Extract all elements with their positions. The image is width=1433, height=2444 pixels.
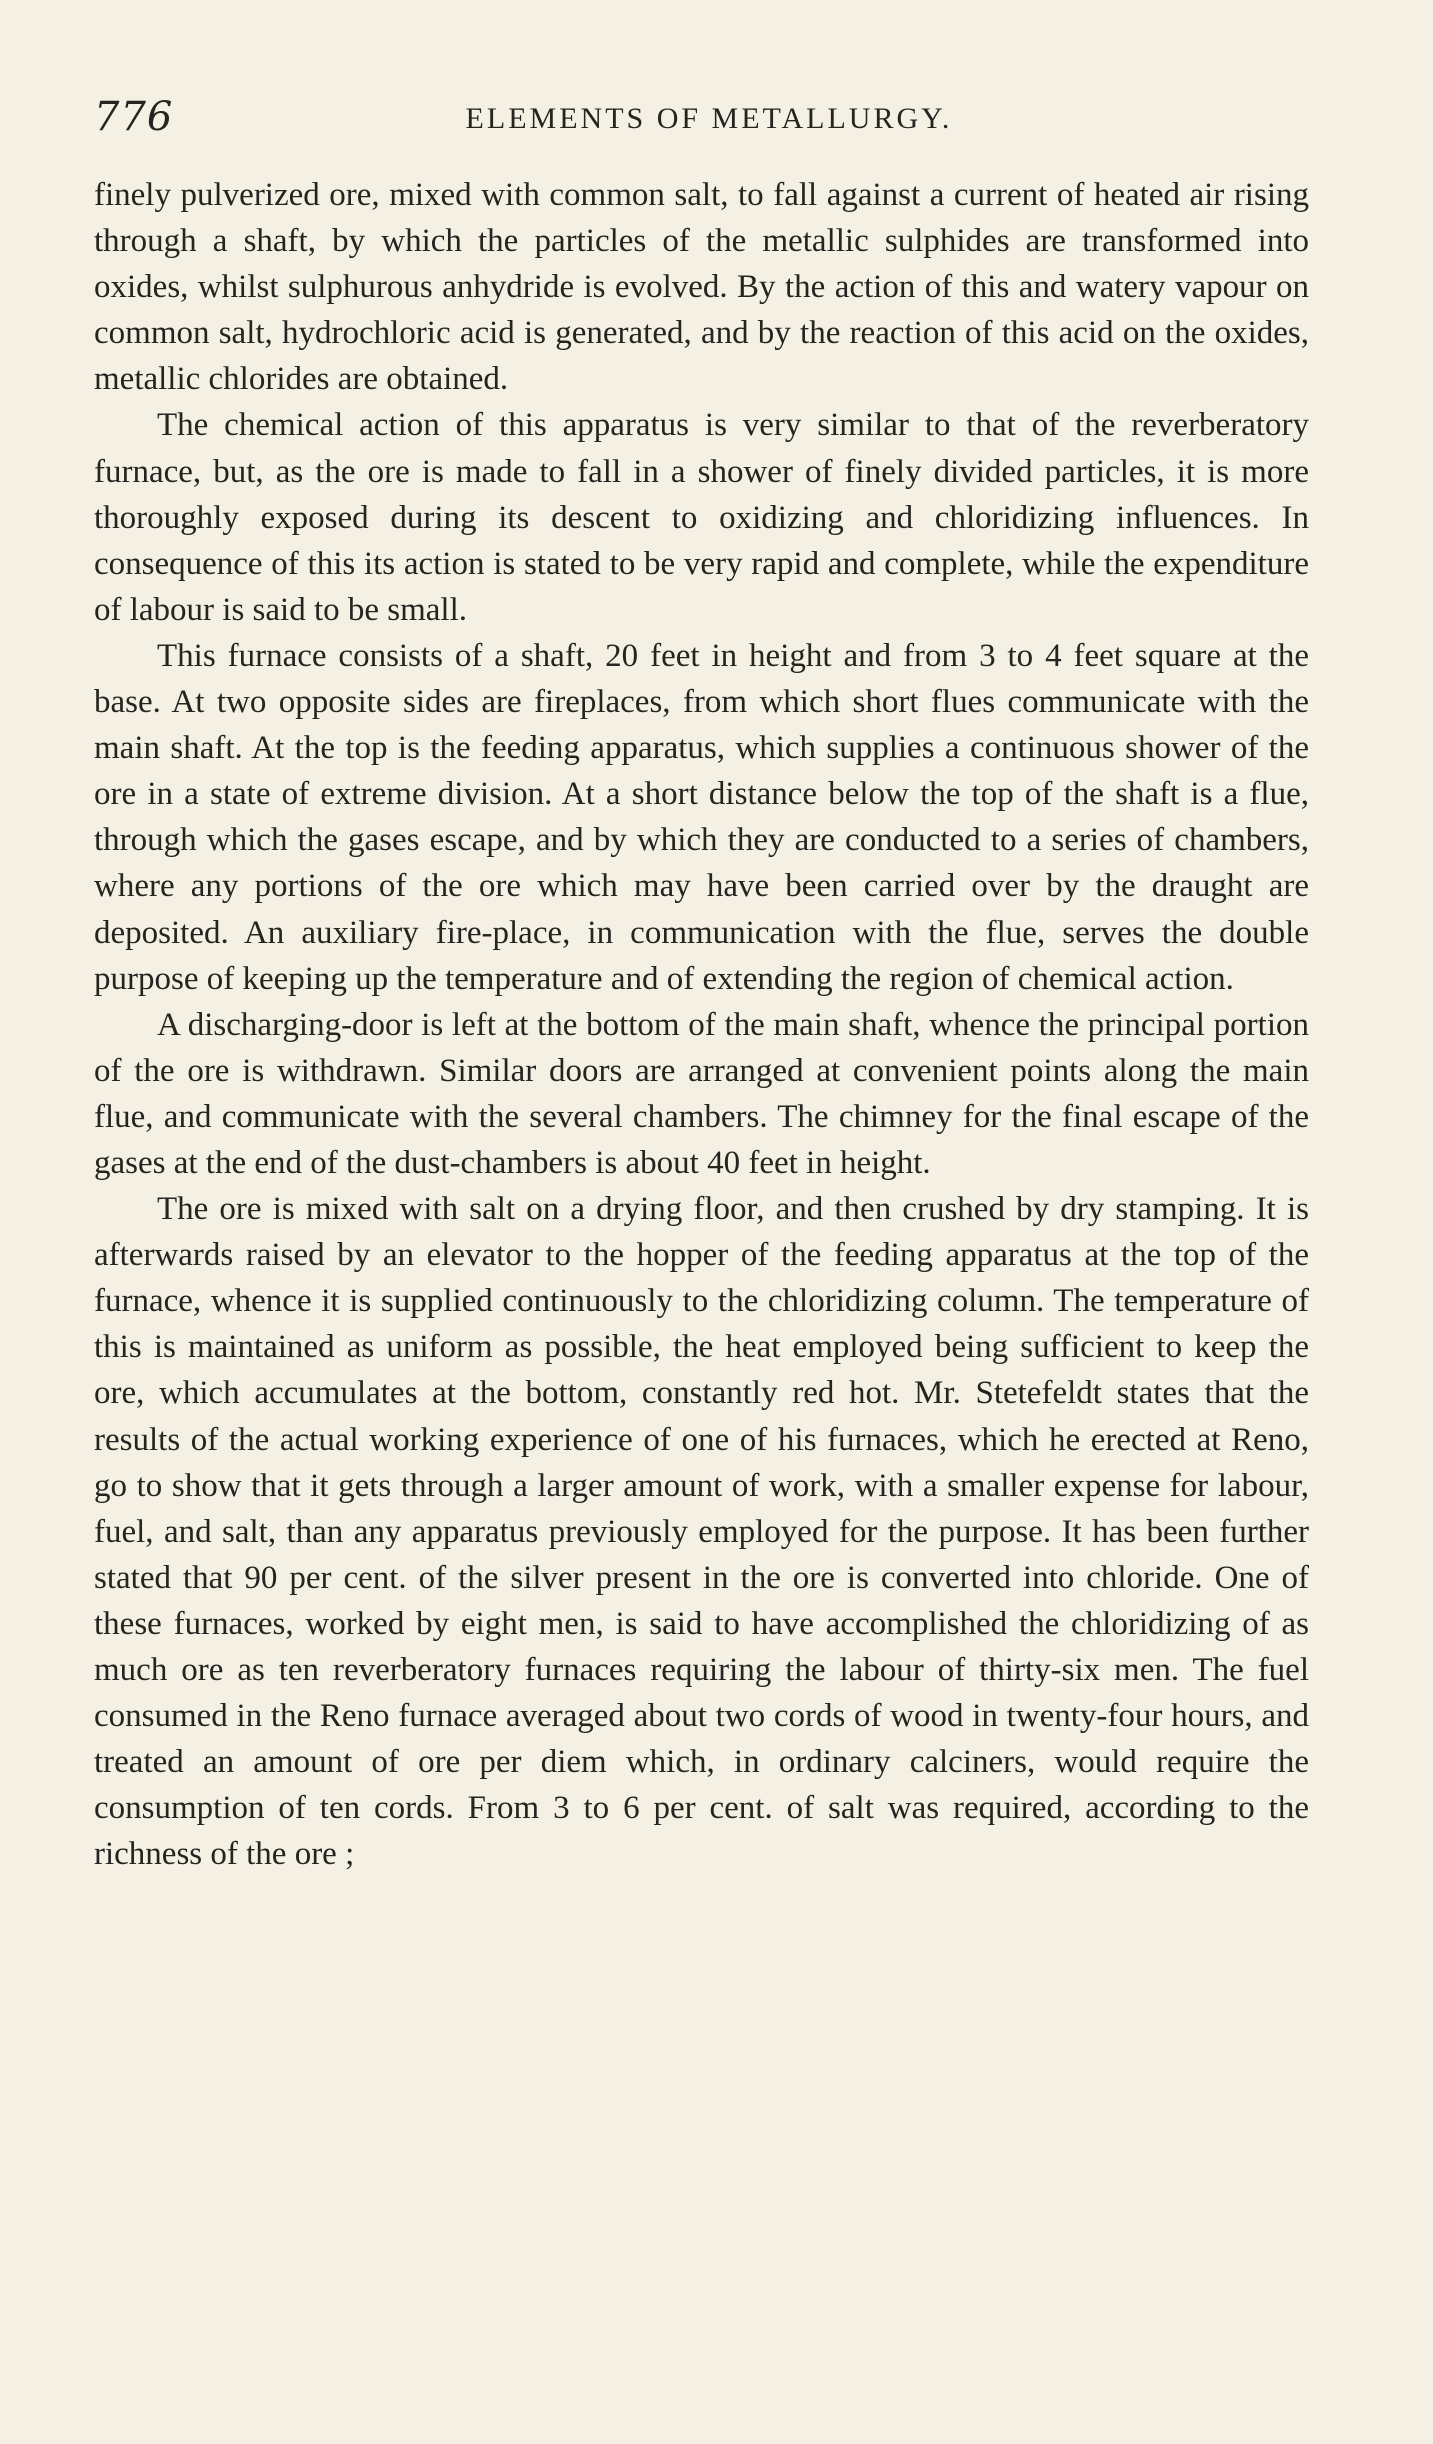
paragraph-chemical-action: The chemical action of this apparatus is very similar to that of the reverberatory furnace, but, as the ore is made to fall in a shower of finely divided particles, it is more thoroughly exposed during its descent to oxidizing and chloridizing influences. In consequence of this its action is stated to be very rapid and complete, while the expenditure of labour is said to be small. bbox=[94, 407, 1309, 628]
page-number: 776 bbox=[94, 94, 174, 140]
paragraph-discharging-door: A discharging-door is left at the bottom of the main shaft, whence the principal portion of the ore is withdrawn. Similar doors are arranged at convenient points along the main flue, and communicate with the several chambers. The chimney for the final escape of the gases at the end of the dust-chambers is about 40 feet in height. bbox=[94, 1006, 1309, 1181]
paragraph-ore-processing: The ore is mixed with salt on a drying floor, and then crushed by dry stamping. It is afterwards raised by an elevator to the hopper of the feeding apparatus at the top of the furnace, whence it is supplied continuously to the chloridizing column. The temperature of this is maintained as uniform as possible, the heat employed being sufficient to keep the ore, which accumulates at the bottom, constantly red hot. Mr. Stetefeldt states that the results of the actual working experience of one of his furnaces, which he erected at Reno, go to show that it gets through a larger amount of work, with a smaller expense for labour, fuel, and salt, than any apparatus previously employed for the purpose. It has been further stated that 90 per cent. of the silver present in the ore is converted into chloride. One of these furnaces, worked by eight men, is said to have accomplished the chloridizing of as much ore as ten reverberatory furnaces requiring the labour of thirty-six men. The fuel consumed in the Reno furnace averaged about two cords of wood in twenty-four hours, and treated an amount of ore per diem which, in ordinary calciners, would require the consumption of ten cords. From 3 to 6 per cent. of salt was required, according to the richness of the ore ; bbox=[94, 1191, 1309, 1873]
paragraph-furnace-construction: This furnace consists of a shaft, 20 feet in height and from 3 to 4 feet square at the base. At two opposite sides are fireplaces, from which short flues communicate with the main shaft. At the top is the feeding apparatus, which supplies a continuous shower of the ore in a state of extreme division. At a short distance below the top of the shaft is a flue, through which the gases escape, and by which they are conducted to a series of chambers, where any portions of the ore which may have been carried over by the draught are deposited. An auxiliary fire-place, in communication with the flue, serves the double purpose of keeping up the temperature and of extending the region of chemical action. bbox=[94, 637, 1309, 997]
body-text bbox=[94, 172, 1309, 1877]
running-head bbox=[94, 92, 1314, 142]
running-title: ELEMENTS OF METALLURGY. bbox=[465, 102, 953, 135]
paragraph-continued: finely pulverized ore, mixed with common salt, to fall against a current of heated air rising through a shaft, by which the particles of the metallic sulphides are transformed into oxides, whilst sulphurous anhydride is evolved. By the action of this and watery vapour on common salt, hydrochloric acid is generated, and by the reaction of this acid on the oxides, metallic chlorides are obtained. bbox=[94, 177, 1309, 398]
